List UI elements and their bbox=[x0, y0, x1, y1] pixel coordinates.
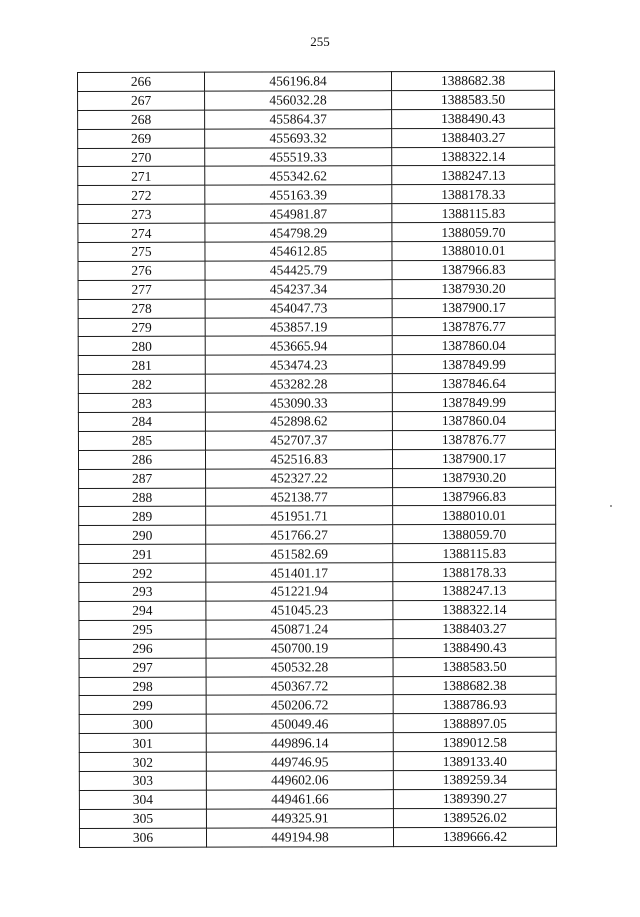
y-coordinate-cell: 1388010.01 bbox=[393, 506, 556, 525]
point-id-cell: 269 bbox=[78, 129, 205, 148]
table-row bbox=[78, 109, 555, 129]
y-coordinate-cell: 1387966.83 bbox=[392, 260, 555, 279]
point-id-cell: 306 bbox=[79, 828, 206, 847]
y-coordinate-cell: 1388403.27 bbox=[392, 128, 555, 147]
y-coordinate-cell: 1389259.34 bbox=[393, 770, 556, 789]
x-coordinate-cell: 455163.39 bbox=[205, 185, 392, 204]
point-id-cell: 305 bbox=[79, 809, 206, 828]
point-id-cell: 285 bbox=[78, 431, 205, 450]
y-coordinate-cell: 1388322.14 bbox=[392, 147, 555, 166]
point-id-cell: 268 bbox=[78, 110, 205, 129]
table-row bbox=[78, 166, 555, 186]
y-coordinate-cell: 1388583.50 bbox=[392, 90, 555, 109]
y-coordinate-cell: 1388403.27 bbox=[393, 619, 556, 638]
point-id-cell: 278 bbox=[78, 299, 205, 318]
table-row bbox=[79, 695, 556, 715]
x-coordinate-cell: 454981.87 bbox=[205, 204, 392, 223]
x-coordinate-cell: 454237.34 bbox=[205, 279, 392, 298]
y-coordinate-cell: 1387860.04 bbox=[392, 411, 555, 430]
point-id-cell: 290 bbox=[79, 526, 206, 545]
table-row bbox=[78, 203, 555, 223]
x-coordinate-cell: 450206.72 bbox=[206, 695, 393, 714]
table-row bbox=[78, 317, 555, 337]
point-id-cell: 286 bbox=[78, 450, 205, 469]
y-coordinate-cell: 1388490.43 bbox=[393, 638, 556, 657]
y-coordinate-cell: 1388490.43 bbox=[392, 109, 555, 128]
table-row bbox=[78, 71, 555, 91]
point-id-cell: 283 bbox=[78, 393, 205, 412]
table-row bbox=[79, 808, 556, 828]
table-row bbox=[79, 600, 556, 620]
y-coordinate-cell: 1388247.13 bbox=[393, 581, 556, 600]
table-row bbox=[79, 487, 556, 507]
x-coordinate-cell: 455693.32 bbox=[205, 128, 392, 147]
x-coordinate-cell: 449325.91 bbox=[206, 808, 393, 827]
y-coordinate-cell: 1387846.64 bbox=[392, 373, 555, 392]
y-coordinate-cell: 1388115.83 bbox=[392, 203, 555, 222]
y-coordinate-cell: 1387849.99 bbox=[392, 355, 555, 374]
y-coordinate-cell: 1388059.70 bbox=[393, 525, 556, 544]
table-row bbox=[79, 751, 556, 771]
table-row bbox=[79, 827, 556, 847]
y-coordinate-cell: 1388178.33 bbox=[392, 185, 555, 204]
x-coordinate-cell: 449746.95 bbox=[206, 752, 393, 771]
x-coordinate-cell: 454425.79 bbox=[205, 261, 392, 280]
point-id-cell: 274 bbox=[78, 223, 205, 242]
y-coordinate-cell: 1387966.83 bbox=[393, 487, 556, 506]
x-coordinate-cell: 454047.73 bbox=[205, 298, 392, 317]
scan-speck bbox=[610, 505, 612, 507]
point-id-cell: 272 bbox=[78, 186, 205, 205]
x-coordinate-cell: 452138.77 bbox=[206, 487, 393, 506]
y-coordinate-cell: 1389666.42 bbox=[393, 827, 556, 846]
point-id-cell: 279 bbox=[78, 318, 205, 337]
point-id-cell: 271 bbox=[78, 167, 205, 186]
y-coordinate-cell: 1388247.13 bbox=[392, 166, 555, 185]
table-row bbox=[79, 544, 556, 564]
table-row bbox=[78, 336, 555, 356]
table-row bbox=[79, 638, 556, 658]
table-row bbox=[79, 714, 556, 734]
point-id-cell: 288 bbox=[79, 488, 206, 507]
y-coordinate-cell: 1387876.77 bbox=[392, 317, 555, 336]
y-coordinate-cell: 1388059.70 bbox=[392, 222, 555, 241]
coordinate-table-body bbox=[78, 71, 557, 847]
y-coordinate-cell: 1388322.14 bbox=[393, 600, 556, 619]
table-row bbox=[78, 430, 555, 450]
point-id-cell: 297 bbox=[79, 658, 206, 677]
point-id-cell: 282 bbox=[78, 374, 205, 393]
table-row bbox=[78, 449, 555, 469]
table-row bbox=[79, 562, 556, 582]
point-id-cell: 304 bbox=[79, 790, 206, 809]
x-coordinate-cell: 455519.33 bbox=[205, 147, 392, 166]
y-coordinate-cell: 1387849.99 bbox=[392, 392, 555, 411]
y-coordinate-cell: 1388786.93 bbox=[393, 695, 556, 714]
table-row bbox=[79, 506, 556, 526]
point-id-cell: 281 bbox=[78, 356, 205, 375]
table-row bbox=[78, 90, 555, 110]
y-coordinate-cell: 1388583.50 bbox=[393, 657, 556, 676]
table-row bbox=[79, 732, 556, 752]
y-coordinate-cell: 1389526.02 bbox=[393, 808, 556, 827]
table-row bbox=[79, 525, 556, 545]
y-coordinate-cell: 1387900.17 bbox=[392, 298, 555, 317]
point-id-cell: 302 bbox=[79, 752, 206, 771]
point-id-cell: 267 bbox=[78, 91, 205, 110]
x-coordinate-cell: 451766.27 bbox=[206, 525, 393, 544]
y-coordinate-cell: 1387930.20 bbox=[392, 279, 555, 298]
point-id-cell: 303 bbox=[79, 771, 206, 790]
point-id-cell: 294 bbox=[79, 601, 206, 620]
x-coordinate-cell: 449602.06 bbox=[206, 771, 393, 790]
table-row bbox=[78, 260, 555, 280]
point-id-cell: 275 bbox=[78, 242, 205, 261]
table-row bbox=[78, 373, 555, 393]
x-coordinate-cell: 450871.24 bbox=[206, 620, 393, 639]
point-id-cell: 295 bbox=[79, 620, 206, 639]
point-id-cell: 287 bbox=[79, 469, 206, 488]
x-coordinate-cell: 453090.33 bbox=[205, 393, 392, 412]
point-id-cell: 299 bbox=[79, 696, 206, 715]
y-coordinate-cell: 1388682.38 bbox=[392, 71, 555, 90]
point-id-cell: 296 bbox=[79, 639, 206, 658]
x-coordinate-cell: 453474.23 bbox=[205, 355, 392, 374]
table-row bbox=[79, 468, 556, 488]
x-coordinate-cell: 455342.62 bbox=[205, 166, 392, 185]
x-coordinate-cell: 453857.19 bbox=[205, 317, 392, 336]
coordinate-table bbox=[77, 71, 557, 848]
table-row bbox=[78, 392, 555, 412]
y-coordinate-cell: 1388682.38 bbox=[393, 676, 556, 695]
x-coordinate-cell: 451951.71 bbox=[206, 506, 393, 525]
table-row bbox=[78, 298, 555, 318]
point-id-cell: 284 bbox=[78, 412, 205, 431]
x-coordinate-cell: 450049.46 bbox=[206, 714, 393, 733]
y-coordinate-cell: 1389133.40 bbox=[393, 751, 556, 770]
x-coordinate-cell: 451045.23 bbox=[206, 601, 393, 620]
table-row bbox=[78, 128, 555, 148]
point-id-cell: 292 bbox=[79, 563, 206, 582]
coordinate-table-container bbox=[77, 71, 556, 848]
x-coordinate-cell: 449461.66 bbox=[206, 790, 393, 809]
table-row bbox=[79, 770, 556, 790]
y-coordinate-cell: 1387876.77 bbox=[392, 430, 555, 449]
point-id-cell: 301 bbox=[79, 733, 206, 752]
table-row bbox=[79, 581, 556, 601]
x-coordinate-cell: 449896.14 bbox=[206, 733, 393, 752]
table-row bbox=[79, 789, 556, 809]
x-coordinate-cell: 456196.84 bbox=[205, 72, 392, 91]
table-row bbox=[78, 279, 555, 299]
x-coordinate-cell: 453282.28 bbox=[205, 374, 392, 393]
x-coordinate-cell: 450532.28 bbox=[206, 657, 393, 676]
x-coordinate-cell: 452327.22 bbox=[206, 468, 393, 487]
y-coordinate-cell: 1388010.01 bbox=[392, 241, 555, 260]
table-row bbox=[78, 185, 555, 205]
point-id-cell: 270 bbox=[78, 148, 205, 167]
x-coordinate-cell: 454798.29 bbox=[205, 223, 392, 242]
table-row bbox=[78, 241, 555, 261]
y-coordinate-cell: 1387860.04 bbox=[392, 336, 555, 355]
table-row bbox=[79, 676, 556, 696]
x-coordinate-cell: 452707.37 bbox=[205, 431, 392, 450]
x-coordinate-cell: 449194.98 bbox=[206, 827, 393, 846]
table-row bbox=[79, 619, 556, 639]
x-coordinate-cell: 453665.94 bbox=[205, 336, 392, 355]
x-coordinate-cell: 451582.69 bbox=[206, 544, 393, 563]
x-coordinate-cell: 455864.37 bbox=[205, 109, 392, 128]
x-coordinate-cell: 454612.85 bbox=[205, 242, 392, 261]
point-id-cell: 273 bbox=[78, 204, 205, 223]
x-coordinate-cell: 456032.28 bbox=[205, 91, 392, 110]
x-coordinate-cell: 451221.94 bbox=[206, 582, 393, 601]
table-row bbox=[78, 222, 555, 242]
x-coordinate-cell: 450367.72 bbox=[206, 676, 393, 695]
point-id-cell: 291 bbox=[79, 544, 206, 563]
x-coordinate-cell: 452898.62 bbox=[205, 412, 392, 431]
point-id-cell: 266 bbox=[78, 72, 205, 91]
x-coordinate-cell: 452516.83 bbox=[205, 449, 392, 468]
point-id-cell: 289 bbox=[79, 507, 206, 526]
point-id-cell: 293 bbox=[79, 582, 206, 601]
point-id-cell: 277 bbox=[78, 280, 205, 299]
y-coordinate-cell: 1388178.33 bbox=[393, 562, 556, 581]
table-row bbox=[78, 147, 555, 167]
page-number: 255 bbox=[310, 34, 330, 49]
x-coordinate-cell: 450700.19 bbox=[206, 638, 393, 657]
y-coordinate-cell: 1387930.20 bbox=[393, 468, 556, 487]
y-coordinate-cell: 1389012.58 bbox=[393, 732, 556, 751]
y-coordinate-cell: 1389390.27 bbox=[393, 789, 556, 808]
table-row bbox=[78, 411, 555, 431]
y-coordinate-cell: 1388897.05 bbox=[393, 714, 556, 733]
point-id-cell: 280 bbox=[78, 337, 205, 356]
x-coordinate-cell: 451401.17 bbox=[206, 563, 393, 582]
point-id-cell: 276 bbox=[78, 261, 205, 280]
table-row bbox=[79, 657, 556, 677]
table-row bbox=[78, 355, 555, 375]
point-id-cell: 300 bbox=[79, 714, 206, 733]
y-coordinate-cell: 1387900.17 bbox=[392, 449, 555, 468]
y-coordinate-cell: 1388115.83 bbox=[393, 544, 556, 563]
point-id-cell: 298 bbox=[79, 677, 206, 696]
